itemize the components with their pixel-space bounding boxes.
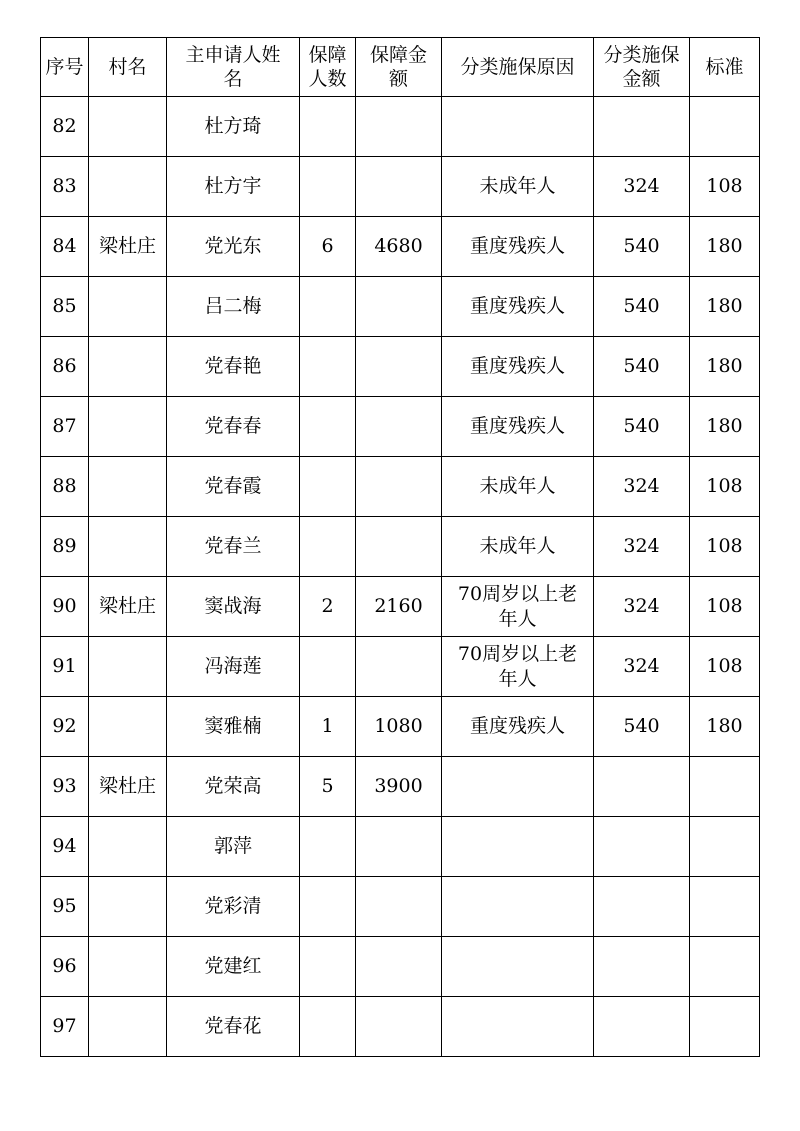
cell-amount: 1080 bbox=[356, 697, 442, 757]
cell-applicant-name: 党荣高 bbox=[167, 757, 300, 817]
cell-seq: 91 bbox=[41, 637, 89, 697]
cell-amount bbox=[356, 457, 442, 517]
cell-village: 梁杜庄 bbox=[89, 577, 167, 637]
cell-seq: 93 bbox=[41, 757, 89, 817]
cell-seq: 84 bbox=[41, 217, 89, 277]
cell-reason: 重度残疾人 bbox=[442, 697, 594, 757]
cell-village bbox=[89, 517, 167, 577]
table-row bbox=[41, 937, 760, 997]
cell-standard: 108 bbox=[690, 457, 760, 517]
header-row bbox=[41, 38, 760, 97]
cell-class-amount: 540 bbox=[594, 697, 690, 757]
cell-class-amount bbox=[594, 97, 690, 157]
cell-applicant-name: 郭萍 bbox=[167, 817, 300, 877]
cell-reason bbox=[442, 937, 594, 997]
table-row bbox=[41, 517, 760, 577]
table-row bbox=[41, 697, 760, 757]
cell-seq: 96 bbox=[41, 937, 89, 997]
cell-persons bbox=[300, 397, 356, 457]
cell-standard bbox=[690, 97, 760, 157]
table-row bbox=[41, 277, 760, 337]
cell-seq: 97 bbox=[41, 997, 89, 1057]
table-row bbox=[41, 217, 760, 277]
cell-standard: 108 bbox=[690, 517, 760, 577]
cell-seq: 95 bbox=[41, 877, 89, 937]
table-row bbox=[41, 337, 760, 397]
cell-class-amount: 324 bbox=[594, 577, 690, 637]
cell-reason: 未成年人 bbox=[442, 157, 594, 217]
cell-seq: 89 bbox=[41, 517, 89, 577]
cell-seq: 85 bbox=[41, 277, 89, 337]
cell-persons bbox=[300, 157, 356, 217]
cell-standard: 180 bbox=[690, 337, 760, 397]
cell-amount bbox=[356, 157, 442, 217]
cell-standard bbox=[690, 997, 760, 1057]
cell-class-amount: 540 bbox=[594, 337, 690, 397]
cell-reason bbox=[442, 817, 594, 877]
cell-amount bbox=[356, 937, 442, 997]
cell-seq: 87 bbox=[41, 397, 89, 457]
cell-persons bbox=[300, 637, 356, 697]
header-village: 村名 bbox=[89, 38, 167, 97]
cell-amount bbox=[356, 277, 442, 337]
cell-applicant-name: 吕二梅 bbox=[167, 277, 300, 337]
cell-persons bbox=[300, 337, 356, 397]
cell-applicant-name: 党春霞 bbox=[167, 457, 300, 517]
cell-class-amount bbox=[594, 817, 690, 877]
cell-persons: 5 bbox=[300, 757, 356, 817]
cell-amount bbox=[356, 397, 442, 457]
header-applicant: 主申请人姓 名 bbox=[167, 38, 300, 97]
cell-seq: 90 bbox=[41, 577, 89, 637]
cell-village: 梁杜庄 bbox=[89, 217, 167, 277]
cell-village bbox=[89, 337, 167, 397]
cell-class-amount bbox=[594, 997, 690, 1057]
cell-amount bbox=[356, 637, 442, 697]
cell-persons: 2 bbox=[300, 577, 356, 637]
cell-persons: 1 bbox=[300, 697, 356, 757]
cell-amount bbox=[356, 817, 442, 877]
cell-class-amount: 324 bbox=[594, 157, 690, 217]
cell-seq: 94 bbox=[41, 817, 89, 877]
cell-standard bbox=[690, 817, 760, 877]
cell-standard bbox=[690, 757, 760, 817]
cell-reason bbox=[442, 97, 594, 157]
cell-seq: 88 bbox=[41, 457, 89, 517]
cell-persons bbox=[300, 517, 356, 577]
cell-standard: 108 bbox=[690, 637, 760, 697]
cell-seq: 83 bbox=[41, 157, 89, 217]
table-row bbox=[41, 397, 760, 457]
cell-standard: 180 bbox=[690, 277, 760, 337]
cell-class-amount: 324 bbox=[594, 517, 690, 577]
cell-applicant-name: 杜方琦 bbox=[167, 97, 300, 157]
cell-applicant-name: 党春兰 bbox=[167, 517, 300, 577]
cell-class-amount bbox=[594, 757, 690, 817]
cell-reason bbox=[442, 757, 594, 817]
cell-applicant-name: 窦战海 bbox=[167, 577, 300, 637]
cell-reason: 重度残疾人 bbox=[442, 277, 594, 337]
table-row bbox=[41, 577, 760, 637]
cell-village bbox=[89, 697, 167, 757]
cell-persons bbox=[300, 877, 356, 937]
cell-class-amount bbox=[594, 877, 690, 937]
cell-class-amount: 540 bbox=[594, 397, 690, 457]
cell-reason: 未成年人 bbox=[442, 517, 594, 577]
cell-village: 梁杜庄 bbox=[89, 757, 167, 817]
cell-persons bbox=[300, 997, 356, 1057]
cell-class-amount: 540 bbox=[594, 217, 690, 277]
cell-amount bbox=[356, 97, 442, 157]
cell-standard: 108 bbox=[690, 157, 760, 217]
cell-amount bbox=[356, 877, 442, 937]
cell-reason bbox=[442, 997, 594, 1057]
table-body bbox=[41, 97, 760, 1057]
cell-amount bbox=[356, 517, 442, 577]
cell-amount: 4680 bbox=[356, 217, 442, 277]
cell-standard: 108 bbox=[690, 577, 760, 637]
cell-persons bbox=[300, 457, 356, 517]
table-row bbox=[41, 877, 760, 937]
cell-reason: 70周岁以上老 年人 bbox=[442, 637, 594, 697]
cell-village bbox=[89, 877, 167, 937]
cell-village bbox=[89, 397, 167, 457]
cell-seq: 86 bbox=[41, 337, 89, 397]
cell-seq: 82 bbox=[41, 97, 89, 157]
cell-persons bbox=[300, 277, 356, 337]
cell-reason: 未成年人 bbox=[442, 457, 594, 517]
cell-class-amount: 324 bbox=[594, 457, 690, 517]
table-row bbox=[41, 817, 760, 877]
header-class-amount: 分类施保 金额 bbox=[594, 38, 690, 97]
table-row bbox=[41, 157, 760, 217]
cell-village bbox=[89, 997, 167, 1057]
header-seq: 序号 bbox=[41, 38, 89, 97]
cell-applicant-name: 杜方宇 bbox=[167, 157, 300, 217]
header-reason: 分类施保原因 bbox=[442, 38, 594, 97]
cell-amount: 3900 bbox=[356, 757, 442, 817]
cell-standard: 180 bbox=[690, 397, 760, 457]
cell-standard: 180 bbox=[690, 217, 760, 277]
table-row bbox=[41, 97, 760, 157]
cell-reason: 重度残疾人 bbox=[442, 217, 594, 277]
cell-class-amount bbox=[594, 937, 690, 997]
cell-village bbox=[89, 637, 167, 697]
cell-amount bbox=[356, 337, 442, 397]
cell-amount bbox=[356, 997, 442, 1057]
header-persons: 保障 人数 bbox=[300, 38, 356, 97]
cell-amount: 2160 bbox=[356, 577, 442, 637]
cell-reason: 重度残疾人 bbox=[442, 337, 594, 397]
header-standard: 标准 bbox=[690, 38, 760, 97]
cell-persons bbox=[300, 97, 356, 157]
cell-applicant-name: 党光东 bbox=[167, 217, 300, 277]
cell-applicant-name: 冯海莲 bbox=[167, 637, 300, 697]
cell-seq: 92 bbox=[41, 697, 89, 757]
cell-village bbox=[89, 97, 167, 157]
cell-applicant-name: 窦雅楠 bbox=[167, 697, 300, 757]
cell-applicant-name: 党春艳 bbox=[167, 337, 300, 397]
cell-village bbox=[89, 937, 167, 997]
cell-village bbox=[89, 817, 167, 877]
cell-reason bbox=[442, 877, 594, 937]
assistance-table bbox=[40, 37, 760, 1057]
cell-standard bbox=[690, 937, 760, 997]
table-row bbox=[41, 457, 760, 517]
cell-applicant-name: 党春花 bbox=[167, 997, 300, 1057]
cell-persons bbox=[300, 817, 356, 877]
table-row bbox=[41, 757, 760, 817]
cell-class-amount: 324 bbox=[594, 637, 690, 697]
cell-village bbox=[89, 277, 167, 337]
cell-applicant-name: 党建红 bbox=[167, 937, 300, 997]
table-row bbox=[41, 637, 760, 697]
cell-standard bbox=[690, 877, 760, 937]
cell-persons: 6 bbox=[300, 217, 356, 277]
cell-persons bbox=[300, 937, 356, 997]
cell-applicant-name: 党春春 bbox=[167, 397, 300, 457]
cell-village bbox=[89, 157, 167, 217]
cell-village bbox=[89, 457, 167, 517]
header-amount: 保障金 额 bbox=[356, 38, 442, 97]
cell-reason: 70周岁以上老 年人 bbox=[442, 577, 594, 637]
table-row bbox=[41, 997, 760, 1057]
cell-standard: 180 bbox=[690, 697, 760, 757]
cell-class-amount: 540 bbox=[594, 277, 690, 337]
cell-applicant-name: 党彩清 bbox=[167, 877, 300, 937]
cell-reason: 重度残疾人 bbox=[442, 397, 594, 457]
